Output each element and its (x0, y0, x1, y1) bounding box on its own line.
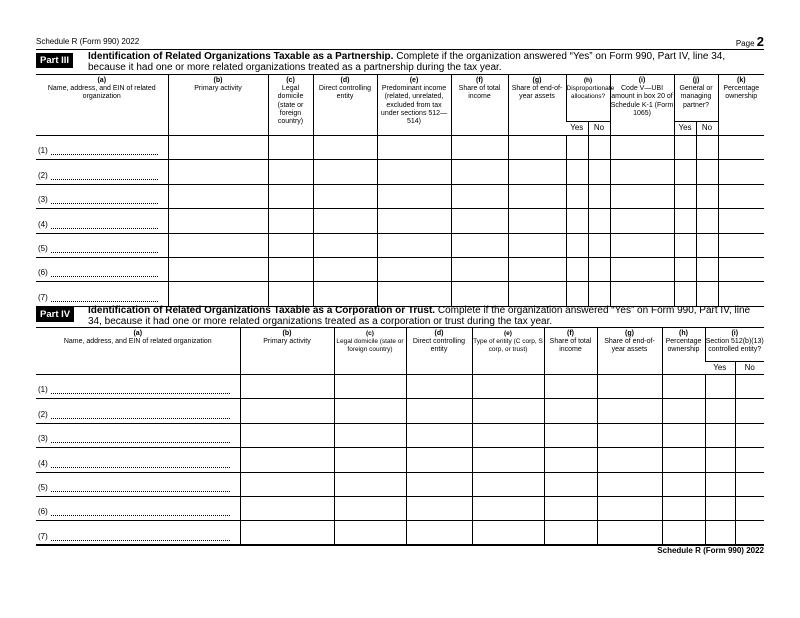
p4-row-3-cell-6[interactable] (597, 423, 662, 447)
p3-row-2-name-field[interactable] (36, 160, 168, 184)
p4-row-5-cell-3[interactable] (406, 472, 472, 496)
p3-row-7-cell-10[interactable] (674, 282, 696, 306)
p4-col-g: (g) Share of end-of-year assets (597, 328, 662, 375)
p3-row-6-cell-11[interactable] (696, 257, 718, 281)
part4-table (36, 327, 764, 546)
p3-row-1-cell-6[interactable] (508, 136, 566, 160)
p3-row-3-cell-2[interactable] (268, 184, 313, 208)
p3-row-5-cell-7[interactable] (566, 233, 588, 257)
p4-col-e: (e) Type of entity (C corp, S corp, or trust) (472, 328, 544, 375)
p3-row-7-cell-6[interactable] (508, 282, 566, 306)
p4-row-3 (36, 423, 764, 447)
p4-row-7-cell-4[interactable] (472, 521, 544, 545)
row-number: (3) (38, 195, 48, 205)
p4-row-6 (36, 496, 764, 520)
row-number: (6) (38, 507, 48, 517)
p4-row-4-cell-9[interactable] (735, 448, 764, 472)
p3-row-2-cell-4[interactable] (377, 160, 451, 184)
p3-row-4-name-field[interactable] (36, 209, 168, 233)
p3-row-1-cell-1[interactable] (168, 136, 268, 160)
p3-row-4-cell-1[interactable] (168, 209, 268, 233)
row-number: (4) (38, 458, 48, 468)
row-number: (1) (38, 146, 48, 156)
p3-row-3-cell-3[interactable] (313, 184, 377, 208)
row-number: (7) (38, 531, 48, 541)
p3-row-4-cell-8[interactable] (588, 209, 610, 233)
page-indicator (736, 34, 764, 49)
p4-row-7-cell-2[interactable] (334, 521, 406, 545)
p3-row-5-name-field[interactable] (36, 233, 168, 257)
p3-row-1-cell-8[interactable] (588, 136, 610, 160)
p4-row-1-cell-5[interactable] (544, 375, 597, 399)
p4-row-2-cell-2[interactable] (334, 399, 406, 423)
p4-row-3-cell-3[interactable] (406, 423, 472, 447)
p4-row-4-name-field[interactable] (36, 448, 240, 472)
p4-row-2-cell-4[interactable] (472, 399, 544, 423)
p3-row-7-cell-8[interactable] (588, 282, 610, 306)
p3-row-5-cell-3[interactable] (313, 233, 377, 257)
p4-row-2-cell-8[interactable] (705, 399, 735, 423)
dotted-leader (51, 154, 158, 155)
p3-row-2-cell-12[interactable] (718, 160, 764, 184)
p4-col-d: (d) Direct controlling entity (406, 328, 472, 375)
p3-row-5-cell-5[interactable] (451, 233, 508, 257)
p3-row-5-cell-10[interactable] (674, 233, 696, 257)
p3-col-j: (j) General or managing partner? (674, 75, 718, 122)
top-rule (36, 49, 764, 50)
p4-row-3-cell-4[interactable] (472, 423, 544, 447)
p4-col-a: (a) Name, address, and EIN of related organization (36, 328, 240, 375)
p4-col-i: (i) Section 512(b)(13) controlled entity? (705, 328, 764, 362)
p3-row-3 (36, 184, 764, 208)
part3-instructions (88, 51, 764, 73)
p4-row-7-cell-1[interactable] (240, 521, 334, 545)
p3-j-no: No (696, 122, 718, 136)
p3-row-1 (36, 136, 764, 160)
row-number: (2) (38, 170, 48, 180)
p4-row-5-cell-2[interactable] (334, 472, 406, 496)
p3-row-7-cell-9[interactable] (610, 282, 674, 306)
p4-row-7-cell-8[interactable] (705, 521, 735, 545)
p3-row-1-cell-5[interactable] (451, 136, 508, 160)
dotted-leader (51, 228, 158, 229)
p4-row-1-cell-1[interactable] (240, 375, 334, 399)
dotted-leader (51, 301, 158, 302)
p3-row-6-cell-8[interactable] (588, 257, 610, 281)
p4-row-4-cell-3[interactable] (406, 448, 472, 472)
p3-row-6-cell-3[interactable] (313, 257, 377, 281)
p4-row-7-cell-7[interactable] (662, 521, 705, 545)
p4-row-6-cell-1[interactable] (240, 496, 334, 520)
p3-row-4-cell-5[interactable] (451, 209, 508, 233)
p3-row-2-cell-7[interactable] (566, 160, 588, 184)
p3-row-7-cell-4[interactable] (377, 282, 451, 306)
dotted-leader (51, 442, 230, 443)
p3-h-no: No (588, 122, 610, 136)
p3-row-4-cell-11[interactable] (696, 209, 718, 233)
dotted-leader (51, 203, 158, 204)
p3-row-2-cell-9[interactable] (610, 160, 674, 184)
p3-row-1-cell-11[interactable] (696, 136, 718, 160)
p4-row-4-cell-4[interactable] (472, 448, 544, 472)
p3-row-7 (36, 282, 764, 306)
p4-row-1-cell-8[interactable] (705, 375, 735, 399)
p3-row-5-cell-8[interactable] (588, 233, 610, 257)
p3-row-6-name-field[interactable] (36, 257, 168, 281)
p4-row-5-cell-1[interactable] (240, 472, 334, 496)
p4-row-6-cell-4[interactable] (472, 496, 544, 520)
p3-row-4-cell-9[interactable] (610, 209, 674, 233)
p3-row-3-cell-6[interactable] (508, 184, 566, 208)
p4-row-4 (36, 448, 764, 472)
p3-row-5-cell-1[interactable] (168, 233, 268, 257)
p3-col-h: (h) Disproportionate allocations? (566, 75, 610, 122)
p3-row-2-cell-8[interactable] (588, 160, 610, 184)
p3-row-2-cell-2[interactable] (268, 160, 313, 184)
p4-row-3-cell-8[interactable] (705, 423, 735, 447)
dotted-leader (51, 252, 158, 253)
p4-row-6-cell-9[interactable] (735, 496, 764, 520)
p4-row-5-cell-9[interactable] (735, 472, 764, 496)
p4-row-6-cell-2[interactable] (334, 496, 406, 520)
p3-row-2-cell-1[interactable] (168, 160, 268, 184)
form-footer: Schedule R (Form 990) 2022 (657, 546, 764, 555)
p4-row-1-cell-2[interactable] (334, 375, 406, 399)
p3-j-yes: Yes (674, 122, 696, 136)
p3-row-3-cell-8[interactable] (588, 184, 610, 208)
p3-row-4-cell-12[interactable] (718, 209, 764, 233)
row-number: (2) (38, 409, 48, 419)
p3-row-7-name-field[interactable] (36, 282, 168, 306)
p3-row-3-cell-4[interactable] (377, 184, 451, 208)
p3-row-1-cell-4[interactable] (377, 136, 451, 160)
p4-row-4-cell-5[interactable] (544, 448, 597, 472)
p3-row-3-cell-12[interactable] (718, 184, 764, 208)
p3-row-7-cell-1[interactable] (168, 282, 268, 306)
p4-row-2-cell-7[interactable] (662, 399, 705, 423)
p4-row-7 (36, 521, 764, 545)
p3-col-d: (d) Direct controlling entity (313, 75, 377, 136)
p3-row-7-cell-11[interactable] (696, 282, 718, 306)
part3-label: Part III (36, 53, 73, 68)
p3-row-6-cell-2[interactable] (268, 257, 313, 281)
dotted-leader (51, 418, 230, 419)
dotted-leader (51, 540, 230, 541)
page-number: 2 (756, 34, 764, 49)
row-number: (5) (38, 243, 48, 253)
p3-row-3-name-field[interactable] (36, 184, 168, 208)
p3-row-6-cell-1[interactable] (168, 257, 268, 281)
p3-row-6-cell-4[interactable] (377, 257, 451, 281)
part4-label: Part IV (36, 307, 74, 322)
p4-col-c: (c) Legal domicile (state or foreign country) (334, 328, 406, 375)
row-number: (6) (38, 268, 48, 278)
dotted-leader (51, 467, 230, 468)
p3-row-6-cell-10[interactable] (674, 257, 696, 281)
p4-row-5-name-field[interactable] (36, 472, 240, 496)
p4-col-h: (h) Percentage ownership (662, 328, 705, 375)
p4-row-7-cell-3[interactable] (406, 521, 472, 545)
p4-row-7-name-field[interactable] (36, 521, 240, 545)
p3-row-4 (36, 209, 764, 233)
row-number: (4) (38, 219, 48, 229)
p3-row-7-cell-12[interactable] (718, 282, 764, 306)
p4-row-7-cell-9[interactable] (735, 521, 764, 545)
p3-col-c: (c) Legal domicile (state or foreign country) (268, 75, 313, 136)
p4-row-1-cell-7[interactable] (662, 375, 705, 399)
p4-row-1-name-field[interactable] (36, 375, 240, 399)
p3-row-5-cell-11[interactable] (696, 233, 718, 257)
p3-row-7-cell-2[interactable] (268, 282, 313, 306)
part3-table (36, 74, 764, 307)
p3-row-1-cell-12[interactable] (718, 136, 764, 160)
p3-row-1-cell-2[interactable] (268, 136, 313, 160)
row-number: (7) (38, 292, 48, 302)
p4-row-5-cell-4[interactable] (472, 472, 544, 496)
dotted-leader (51, 491, 230, 492)
p4-row-3-cell-5[interactable] (544, 423, 597, 447)
p4-row-2-name-field[interactable] (36, 399, 240, 423)
p3-row-4-cell-6[interactable] (508, 209, 566, 233)
p3-col-b: (b) Primary activity (168, 75, 268, 136)
p4-row-7-cell-6[interactable] (597, 521, 662, 545)
p4-i-yes: Yes (705, 362, 735, 375)
p3-row-6-cell-9[interactable] (610, 257, 674, 281)
p3-row-3-cell-1[interactable] (168, 184, 268, 208)
p4-row-4-cell-2[interactable] (334, 448, 406, 472)
p3-row-2-cell-11[interactable] (696, 160, 718, 184)
p3-row-1-cell-3[interactable] (313, 136, 377, 160)
p4-row-1 (36, 375, 764, 399)
p4-row-1-cell-9[interactable] (735, 375, 764, 399)
dotted-leader (51, 515, 230, 516)
p4-row-4-cell-1[interactable] (240, 448, 334, 472)
p4-row-6-cell-5[interactable] (544, 496, 597, 520)
p4-row-2-cell-9[interactable] (735, 399, 764, 423)
p3-row-6 (36, 257, 764, 281)
part4-instructions (88, 305, 764, 327)
p4-row-4-cell-7[interactable] (662, 448, 705, 472)
p3-row-5-cell-6[interactable] (508, 233, 566, 257)
p3-row-6-cell-5[interactable] (451, 257, 508, 281)
p3-row-7-cell-7[interactable] (566, 282, 588, 306)
p4-col-b: (b) Primary activity (240, 328, 334, 375)
p3-row-2-cell-5[interactable] (451, 160, 508, 184)
p4-i-no: No (735, 362, 764, 375)
p3-row-7-cell-3[interactable] (313, 282, 377, 306)
p4-row-4-cell-6[interactable] (597, 448, 662, 472)
p4-row-7-cell-5[interactable] (544, 521, 597, 545)
part3-heading (36, 51, 764, 73)
p4-row-2-cell-1[interactable] (240, 399, 334, 423)
p4-row-5-cell-6[interactable] (597, 472, 662, 496)
part4-heading (36, 305, 764, 327)
p3-row-2 (36, 160, 764, 184)
p3-row-2-cell-10[interactable] (674, 160, 696, 184)
p4-row-2-cell-3[interactable] (406, 399, 472, 423)
p3-row-4-cell-4[interactable] (377, 209, 451, 233)
page-label: Page (735, 39, 755, 48)
p3-row-1-cell-9[interactable] (610, 136, 674, 160)
p4-row-4-cell-8[interactable] (705, 448, 735, 472)
p4-row-2-cell-5[interactable] (544, 399, 597, 423)
p3-col-i: (i) Code V—UBI amount in box 20 of Schedule K-1 (Form 1065) (610, 75, 674, 136)
dotted-leader (51, 179, 158, 180)
p3-row-3-cell-7[interactable] (566, 184, 588, 208)
p4-row-2-cell-6[interactable] (597, 399, 662, 423)
p4-row-6-cell-3[interactable] (406, 496, 472, 520)
p3-row-4-cell-2[interactable] (268, 209, 313, 233)
p4-row-6-cell-7[interactable] (662, 496, 705, 520)
part4-description: Complete if the organization answered “Yes” on Form 990, Part IV, line 34, because it had one or more related organizations treated as a corporation or trust during the tax year. (88, 305, 751, 327)
p4-row-5-cell-7[interactable] (662, 472, 705, 496)
part3-description: Complete if the organization answered “Yes” on Form 990, Part IV, line 34, because it had one or more related organizations treated as a partnership during the tax year. (88, 51, 726, 73)
p3-h-yes: Yes (566, 122, 588, 136)
p3-row-3-cell-10[interactable] (674, 184, 696, 208)
p4-row-6-cell-6[interactable] (597, 496, 662, 520)
part3-title: Identification of Related Organizations Taxable as a Partnership. (88, 51, 394, 62)
p4-row-6-name-field[interactable] (36, 496, 240, 520)
p4-row-6-cell-8[interactable] (705, 496, 735, 520)
p4-row-3-cell-9[interactable] (735, 423, 764, 447)
dotted-leader (51, 276, 158, 277)
row-number: (3) (38, 434, 48, 444)
p3-row-6-cell-7[interactable] (566, 257, 588, 281)
p4-col-f: (f) Share of total income (544, 328, 597, 375)
p3-row-7-cell-5[interactable] (451, 282, 508, 306)
bottom-rule (36, 544, 764, 545)
p3-col-g: (g) Share of end-of-year assets (508, 75, 566, 136)
dotted-leader (51, 393, 230, 394)
p3-col-a: (a) Name, address, and EIN of related organization (36, 75, 168, 136)
p4-row-3-cell-7[interactable] (662, 423, 705, 447)
p4-row-3-cell-1[interactable] (240, 423, 334, 447)
p3-col-f: (f) Share of total income (451, 75, 508, 136)
p3-row-3-cell-9[interactable] (610, 184, 674, 208)
p3-row-4-cell-7[interactable] (566, 209, 588, 233)
p3-row-4-cell-10[interactable] (674, 209, 696, 233)
row-number: (5) (38, 482, 48, 492)
p3-col-e: (e) Predominant income (related, unrelated, excluded from tax under sections 512—514) (377, 75, 451, 136)
p4-row-3-cell-2[interactable] (334, 423, 406, 447)
p3-row-1-name-field[interactable] (36, 136, 168, 160)
p3-row-1-cell-10[interactable] (674, 136, 696, 160)
p3-row-5-cell-9[interactable] (610, 233, 674, 257)
p3-row-2-cell-6[interactable] (508, 160, 566, 184)
p3-row-2-cell-3[interactable] (313, 160, 377, 184)
p4-row-5 (36, 472, 764, 496)
p4-row-1-cell-6[interactable] (597, 375, 662, 399)
row-number: (1) (38, 385, 48, 395)
p3-row-5-cell-2[interactable] (268, 233, 313, 257)
p3-row-5 (36, 233, 764, 257)
p4-row-5-cell-5[interactable] (544, 472, 597, 496)
p3-row-4-cell-3[interactable] (313, 209, 377, 233)
p4-row-1-cell-3[interactable] (406, 375, 472, 399)
part4-title: Identification of Related Organizations Taxable as a Corporation or Trust. (88, 305, 436, 316)
p4-row-5-cell-8[interactable] (705, 472, 735, 496)
p3-row-6-cell-12[interactable] (718, 257, 764, 281)
form-name: Schedule R (Form 990) 2022 (36, 37, 140, 46)
p3-row-6-cell-6[interactable] (508, 257, 566, 281)
p3-row-3-cell-11[interactable] (696, 184, 718, 208)
p3-row-3-cell-5[interactable] (451, 184, 508, 208)
p3-row-1-cell-7[interactable] (566, 136, 588, 160)
p4-row-2 (36, 399, 764, 423)
p3-col-k: (k) Percentage ownership (718, 75, 764, 136)
p3-row-5-cell-4[interactable] (377, 233, 451, 257)
p4-row-1-cell-4[interactable] (472, 375, 544, 399)
p4-row-3-name-field[interactable] (36, 423, 240, 447)
p3-row-5-cell-12[interactable] (718, 233, 764, 257)
